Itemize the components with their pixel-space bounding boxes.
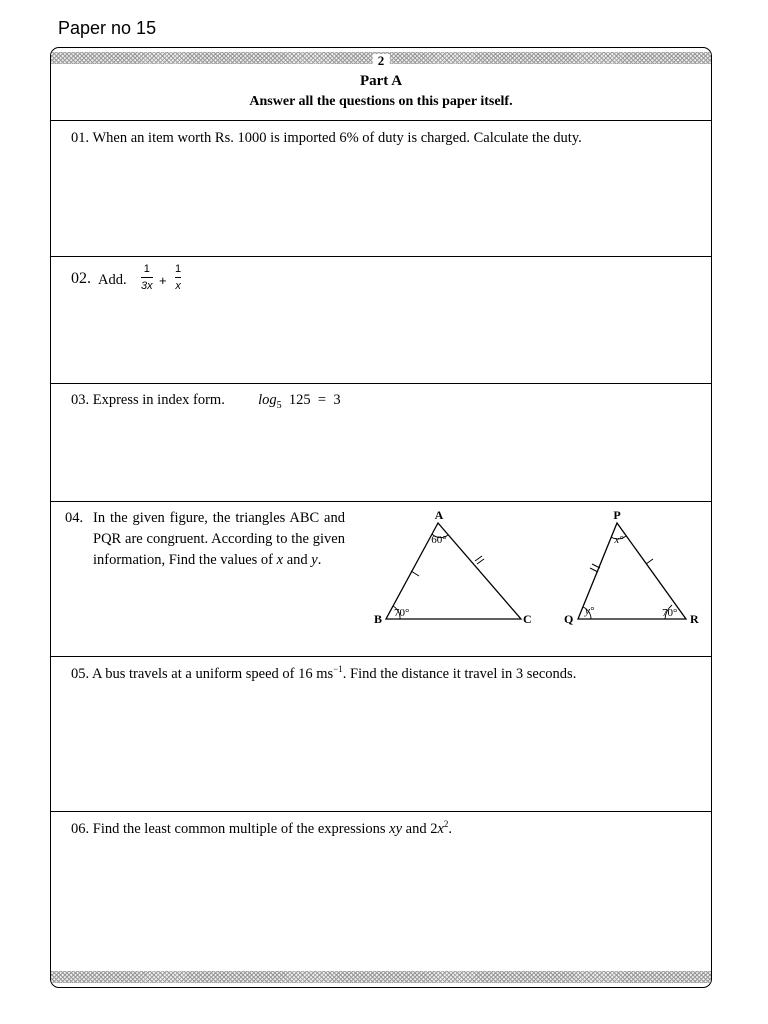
question-2-label: Add. [98, 272, 127, 288]
divider [51, 811, 711, 812]
plus-sign: + [159, 273, 167, 288]
fraction-1 [141, 263, 153, 292]
top-hatched-border [51, 52, 711, 68]
fraction-1-numerator: 1 [143, 263, 150, 275]
divider [51, 383, 711, 384]
question-3 [71, 392, 341, 411]
question-4-number: 04. [65, 510, 84, 526]
fraction-1-denominator: 3x [141, 280, 153, 292]
angle-p-label: x° [614, 534, 624, 546]
vertex-a-label: A [434, 508, 444, 522]
angle-b-label: 70° [394, 607, 410, 619]
angle-q-label: y° [585, 605, 595, 617]
question-5: 05. A bus travels at a uniform speed of 16 $ms^{-1}$. Find the distance it travel in 3 seconds. [71, 664, 577, 682]
bottom-hatched-border [51, 971, 711, 983]
fraction-2 [175, 263, 181, 292]
triangle-abc [386, 523, 521, 619]
question-4 [65, 508, 345, 571]
divider [51, 256, 711, 257]
log-expression: $\log_5 125 = 3$ [258, 392, 341, 411]
angle-a-label: 60° [431, 534, 447, 546]
part-title: Part A [359, 73, 403, 89]
page-number: 2 [373, 54, 390, 68]
divider [51, 120, 711, 121]
exam-paper-frame [50, 47, 712, 988]
question-4-text: In the given figure, the triangles ABC and PQR are congruent. According to the given information, Find the values of x and y. [93, 510, 345, 568]
question-6: 06. Find the least common multiple of the expressions xy and $2x^2$. [71, 819, 453, 837]
vertex-r-label: R [690, 612, 699, 626]
paper-label: Paper no 15 [58, 18, 157, 38]
divider [51, 501, 711, 502]
vertex-b-label: B [374, 612, 383, 626]
question-2-number: 02. [71, 270, 91, 287]
fraction-2-denominator: x [175, 280, 181, 292]
angle-r-label: 70° [662, 607, 678, 619]
question-3-text: 03. Express in index form. [71, 392, 225, 408]
vertex-q-label: Q [564, 612, 574, 626]
vertex-p-label: P [613, 508, 621, 522]
congruent-triangles-figure [361, 506, 711, 631]
instruction-text: Answer all the questions on this paper itself. [249, 94, 513, 109]
divider [51, 656, 711, 657]
question-1: 01. When an item worth Rs. 1000 is imported 6% of duty is charged. Calculate the duty. [71, 130, 582, 146]
vertex-c-label: C [523, 612, 532, 626]
section-header [51, 72, 711, 111]
fraction-2-numerator: 1 [175, 263, 182, 275]
